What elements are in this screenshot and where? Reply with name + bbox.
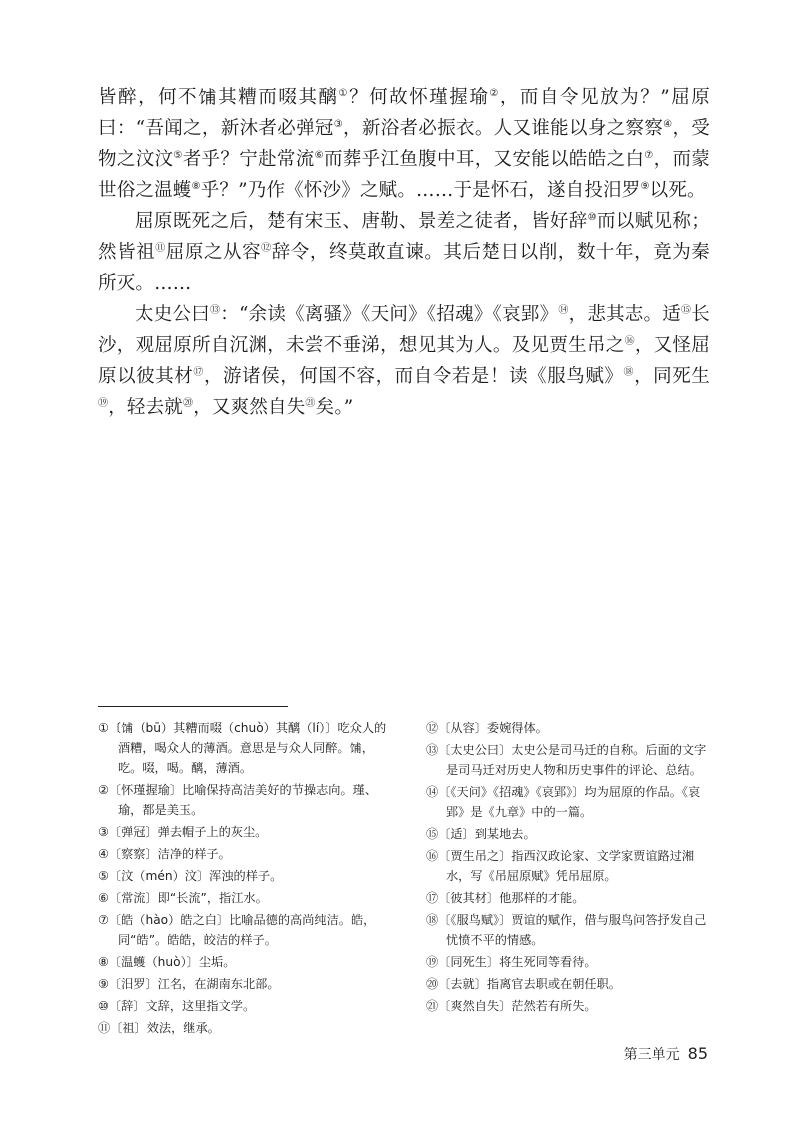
footnote-12: ⑫〔从容〕委婉得体。 xyxy=(426,721,548,735)
footnote-ref[interactable]: ③ xyxy=(333,119,344,130)
footnote-20: ⑳〔去就〕指离官去职或在朝任职。 xyxy=(426,977,621,991)
text-segment: 辞令，终莫敢直谏。其后楚日以削，数十年，竟为秦所灭。…… xyxy=(98,242,710,294)
main-text xyxy=(98,82,710,423)
footnote-5: ⑤〔汶（mén）汶〕浑浊的样子。 xyxy=(98,869,283,883)
footnote-ref[interactable]: ⑯ xyxy=(624,336,635,347)
text-segment: ，新浴者必振衣。人又谁能以身之察察 xyxy=(343,118,664,139)
text-segment: 乎？”乃作《怀沙》之赋。……于是怀石，遂自投汨罗 xyxy=(200,180,641,201)
footnote-17: ⑰〔彼其材〕他那样的才能。 xyxy=(426,891,585,905)
footnote-ref[interactable]: ㉑ xyxy=(305,398,316,409)
text-segment: 以死。 xyxy=(649,180,706,201)
footnote-7: ⑦〔皓（hào）皓之白〕比喻品德的高尚纯洁。皓，同“皓”。皓皓，皎洁的样子。 xyxy=(98,913,376,947)
footnote-10: ⑩〔辞〕文辞，这里指文学。 xyxy=(98,999,256,1013)
footnote-ref[interactable]: ⑪ xyxy=(155,243,166,254)
text-segment: 而葬乎江鱼腹中耳，又安能以皓皓之白 xyxy=(323,149,645,170)
footnote-ref[interactable]: ⑳ xyxy=(183,398,194,409)
footnote-ref[interactable]: ⑭ xyxy=(558,305,569,316)
footnote-ref[interactable]: ⑤ xyxy=(173,150,183,161)
text-segment: 皆醉，何不𫗦其糟而啜其醨 xyxy=(98,87,339,108)
text-segment: ，又怪屈原以彼其材 xyxy=(98,335,710,387)
footnote-ref[interactable]: ⑫ xyxy=(261,243,272,254)
text-segment: 者乎？宁赴常流 xyxy=(182,149,315,170)
text-segment: 长沙，观屈原所自沉渊，未尝不垂涕，想见其为人。及见贾生吊之 xyxy=(98,304,710,356)
footnote-3: ③〔弹冠〕弹去帽子上的灰尘。 xyxy=(98,825,268,839)
paragraph-3 xyxy=(98,299,710,423)
text-segment: ，轻去就 xyxy=(108,397,184,418)
text-segment: ，同死生 xyxy=(634,366,710,387)
footnote-1: ①〔𫗦（bū）其糟而啜（chuò）其醨（lí）〕吃众人的酒糟，喝众人的薄酒。意思是与众人同醉。𫗦，吃。啜，喝。醨，薄酒。 xyxy=(98,721,387,775)
text-segment: ，而蒙世俗之温蠖 xyxy=(98,149,710,201)
footnote-2: ②〔怀瑾握瑜〕比喻保持高洁美好的节操志向。瑾、瑜，都是美玉。 xyxy=(98,783,378,817)
page-footer xyxy=(624,1044,708,1064)
footnote-ref[interactable]: ① xyxy=(338,88,350,99)
text-segment: ，而自令见放为？”屈原曰：“吾闻之，新沐者必弹冠 xyxy=(98,87,710,139)
page-number: 85 xyxy=(687,1044,708,1063)
footnote-11: ⑪〔祖〕效法，继承。 xyxy=(98,1021,220,1035)
footnote-ref[interactable]: ⑰ xyxy=(193,367,204,378)
paragraph-2 xyxy=(98,206,710,299)
text-segment: 而以赋见称；然皆祖 xyxy=(98,211,710,263)
footnote-ref[interactable]: ② xyxy=(489,88,500,99)
footnote-ref[interactable]: ⑧ xyxy=(191,181,201,192)
footnote-8: ⑧〔温蠖（huò）〕尘垢。 xyxy=(98,955,236,969)
text-segment: ，游诸侯，何国不容，而自令若是！读《服鸟赋》 xyxy=(203,366,624,387)
footnote-ref[interactable]: ⑮ xyxy=(681,305,692,316)
text-segment: 太史公曰 xyxy=(135,304,210,325)
footnote-14: ⑭〔《天问》《招魂》《哀郢》〕均为屈原的作品。《哀郢》是《九章》中的一篇。 xyxy=(426,785,701,819)
text-segment: ：“余读《离骚》《天问》《招魂》《哀郢》 xyxy=(220,304,559,325)
footnote-ref[interactable]: ⑲ xyxy=(98,398,109,409)
footnote-divider xyxy=(98,706,288,707)
footnote-19: ⑲〔同死生〕将生死同等看待。 xyxy=(426,955,597,969)
footnote-16: ⑯〔贾生吊之〕指西汉政论家、文学家贾谊路过湘水，写《吊屈原赋》凭吊屈原。 xyxy=(426,849,695,883)
text-segment: 屈原既死之后，楚有宋玉、唐勒、景差之徒者，皆好辞 xyxy=(135,211,588,232)
text-segment: ，悲其志。适 xyxy=(568,304,682,325)
footnote-ref[interactable]: ⑥ xyxy=(314,150,324,161)
text-segment: 矣。” xyxy=(315,397,354,418)
footnote-6: ⑥〔常流〕即“长流”，指江水。 xyxy=(98,891,268,905)
footnotes-right-column xyxy=(426,718,712,1018)
footnote-4: ④〔察察〕洁净的样子。 xyxy=(98,847,231,861)
text-segment: ，受物之汶汶 xyxy=(98,118,710,170)
footnote-13: ⑬〔太史公曰〕太史公是司马迁的自称。后面的文字是司马迁对历史人物和历史事件的评论、总结。 xyxy=(426,743,707,777)
footnote-ref[interactable]: ④ xyxy=(663,119,673,130)
footnote-ref[interactable]: ⑩ xyxy=(587,212,597,223)
footnote-ref[interactable]: ⑨ xyxy=(640,181,650,192)
footnote-21: ㉑〔爽然自失〕茫然若有所失。 xyxy=(426,999,597,1013)
footnote-ref[interactable]: ⑱ xyxy=(623,367,635,378)
footnote-ref[interactable]: ⑬ xyxy=(209,305,221,316)
unit-label: 第三单元 xyxy=(623,1047,680,1063)
footnote-ref[interactable]: ⑦ xyxy=(644,150,654,161)
paragraph-1 xyxy=(98,82,710,206)
text-segment: ？何故怀瑾握瑜 xyxy=(349,87,490,108)
footnote-15: ⑮〔适〕到某地去。 xyxy=(426,827,536,841)
footnote-9: ⑨〔汨罗〕江名，在湖南东北部。 xyxy=(98,977,280,991)
footnotes-left-column xyxy=(98,718,398,1040)
text-segment: ，又爽然自失 xyxy=(193,397,306,418)
footnote-18: ⑱〔《服鸟赋》〕贾谊的赋作，借与服鸟问答抒发自己忧愤不平的情感。 xyxy=(426,913,707,947)
text-segment: 屈原之从容 xyxy=(165,242,262,263)
